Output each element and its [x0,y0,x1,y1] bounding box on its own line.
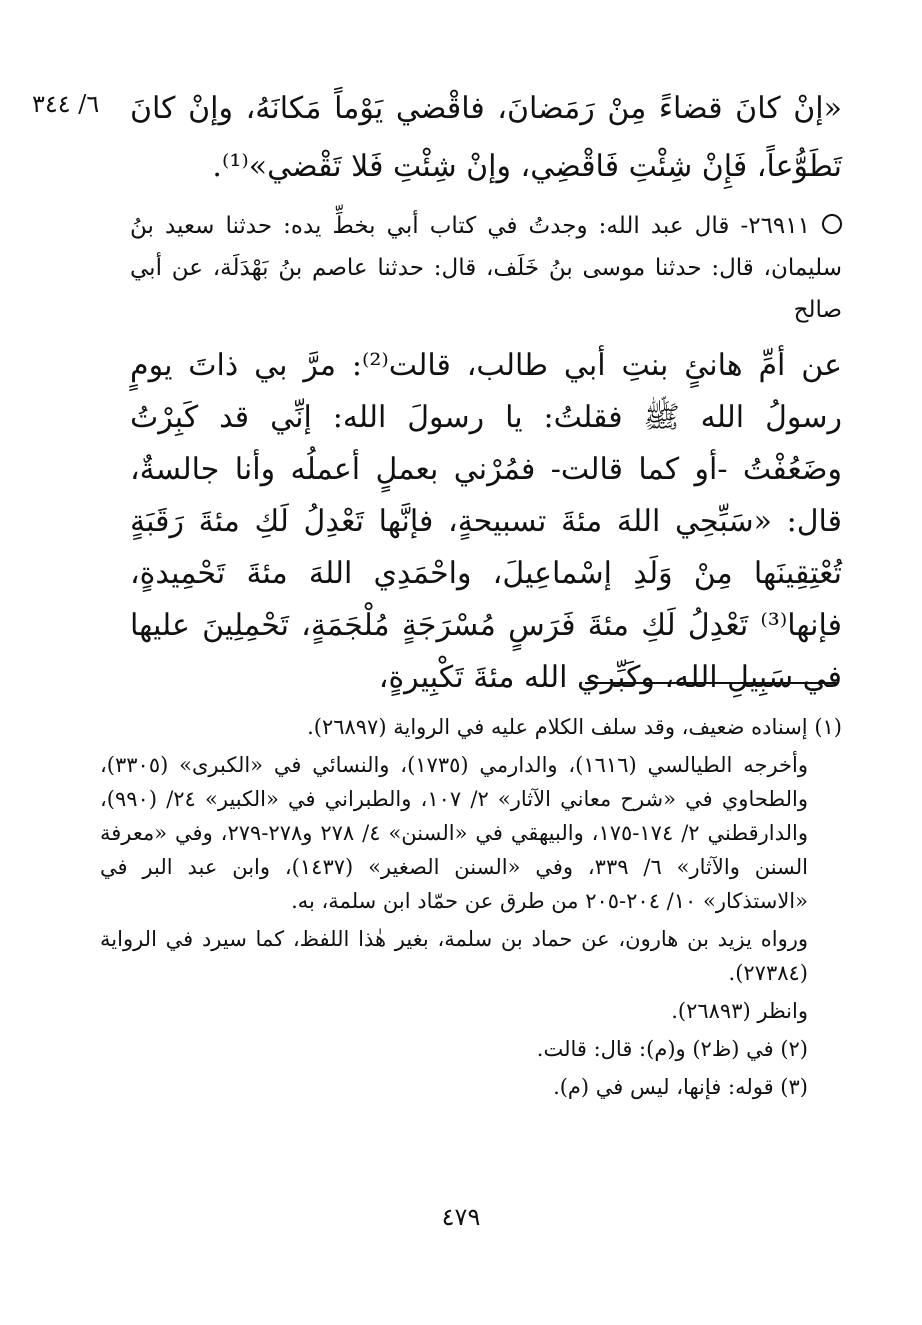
footnote-separator [585,682,837,684]
circle-marker-icon [822,214,842,234]
footnotes-section [100,710,842,1108]
isnad-text: ٢٦٩١١- قال عبد الله: وجدتُ في كتاب أبي بخطِّ يده: حدثنا سعيد بنُ سليمان، قال: حدثنا موسى بنُ خَلَف، قال: حدثنا عاصم بنُ بَهْدَلَة، عن أبي صالح [130,213,842,323]
previous-hadith-ending: «إنْ كانَ قضاءً مِنْ رَمَضانَ، فاقْضي يَوْماً مَكانَهُ، وإنْ كانَ تَطَوُّعاً، فَإِنْ شِئْتِ فَاقْضِي، وإنْ شِئْتِ فَلا تَقْضي»⁽¹⁾. [130,91,842,184]
footnote-2: (٢) في (ظ٢) و(م): قال: قالت. [536,1037,808,1061]
footnote-1-takhrij: وأخرجه الطيالسي (١٦١٦)، والدارمي (١٧٣٥)، والنسائي في «الكبرى» (٣٣٠٥)، والطحاوي في «شرح معاني الآثار» ٢/ ١٠٧، والطبراني في «الكبير» ٢٤/ (٩٩٠)، والدارقطني ٢/ ١٧٤-١٧٥، والبيهقي في «السنن» ٤/ ٢٧٨ و٢٧٨-٢٧٩، وفي «معرفة السنن والآثار» ٦/ ٣٣٩، وفي «السنن الصغير» (١٤٣٧)، وابن عبد البر في «الاستذكار» ١٠/ ٢٠٤-٢٠٥ من طرق عن حمّاد ابن سلمة، به. [100,753,808,913]
hadith-isnad [130,205,842,331]
footnote-1: (١) إسناده ضعيف، وقد سلف الكلام عليه في الرواية (٢٦٨٩٧). [307,715,842,739]
footnote-1-continued: ورواه يزيد بن هارون، عن حماد بن سلمة، بغير هٰذا اللفظ، كما سيرد في الرواية (٢٧٣٨٤). [100,927,808,985]
hadith-text: عن أمِّ هانئٍ بنتِ أبي طالب، قالت⁽²⁾: مرَّ بي ذاتَ يومٍ رسولُ الله ﷺ فقلتُ: يا رسولَ الله: إنِّي قد كَبِرْتُ وضَعُفْتُ -أو كما قالت- فمُرْني بعملٍ أعملُه وأنا جالسةٌ، قال: «سَبِّحِي اللهَ مئةَ تسبيحةٍ، فإنَّها تَعْدِلُ لَكِ مئةَ رَقَبَةٍ تُعْتِقِينَها مِنْ وَلَدِ إسْماعِيلَ، واحْمَدِي اللهَ مئةَ تَحْمِيدةٍ، فإنها⁽³⁾ تَعْدِلُ لَكِ مئةَ فَرَسٍ مُسْرَجَةٍ مُلْجَمَةٍ، تَحْمِلِينَ عليها في سَبِيلِ الله، وكَبِّري الله مئةَ تَكْبِيرةٍ، [130,348,842,695]
footnote-1-see-also: وانظر (٢٦٨٩٣). [671,999,808,1023]
margin-volume-page-reference: ٦/ ٣٤٤ [32,90,100,118]
footnote-3: (٣) قوله: فإنها، ليس في (م). [553,1075,808,1099]
page-number: ٤٧٩ [441,1203,481,1231]
